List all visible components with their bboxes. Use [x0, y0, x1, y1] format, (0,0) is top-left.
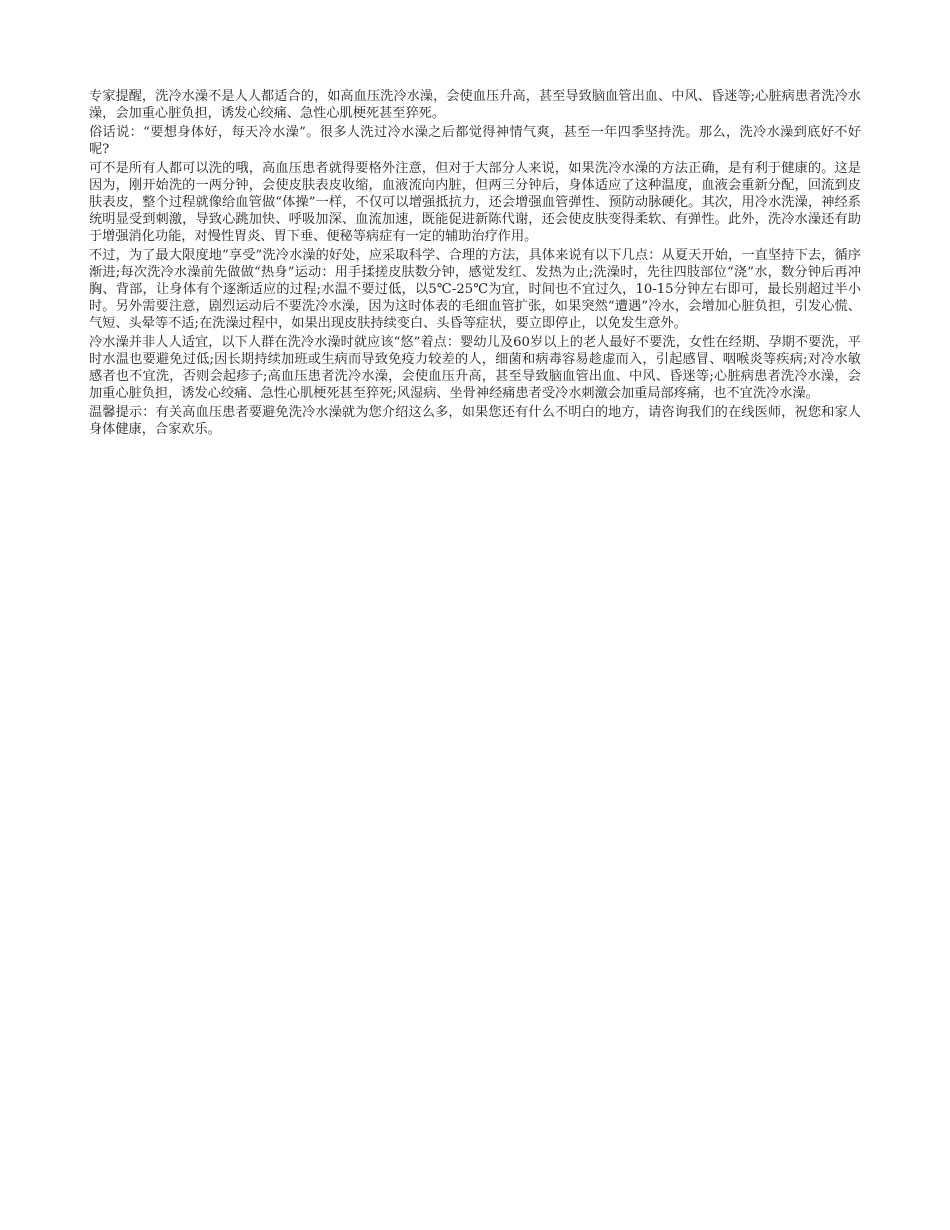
- paragraph-health-benefits: 可不是所有人都可以洗的哦，高血压患者就得要格外注意，但对于大部分人来说，如果洗冷水澡的方法正确，是有利于健康的。这是因为，刚开始洗的一两分钟，会使皮肤表皮收缩，血液流向内脏，但两三分钟后，身体适应了这种温度，血液会重新分配，回流到皮肤表皮，整个过程就像给血管做“体操”一样，不仅可以增强抵抗力，还会增强血管弹性、预防动脉硬化。其次，用冷水洗澡，神经系统明显受到刺激，导致心跳加快、呼吸加深、血流加速，既能促进新陈代谢，还会使皮肤变得柔软、有弹性。此外，洗冷水澡还有助于增强消化功能，对慢性胃炎、胃下垂、便秘等病症有一定的辅助治疗作用。: [89, 161, 861, 244]
- paragraph-warm-tip: 温馨提示：有关高血压患者要避免洗冷水澡就为您介绍这么多，如果您还有什么不明白的地方，请咨询我们的在线医师，祝您和家人身体健康，合家欢乐。: [89, 405, 861, 437]
- paragraph-methods: 不过，为了最大限度地“享受”洗冷水澡的好处，应采取科学、合理的方法，具体来说有以下几点：从夏天开始，一直坚持下去，循序渐进;每次洗冷水澡前先做做“热身”运动：用手揉搓皮肤数分钟，感觉发红、发热为止;洗澡时，先往四肢部位“浇”水，数分钟后再冲胸、背部，让身体有个逐渐适应的过程;水温不要过低，以5℃-25℃为宜，时间也不宜过久，10-15分钟左右即可，最长别超过半小时。另外需要注意，剧烈运动后不要洗冷水澡，因为这时体表的毛细血管扩张，如果突然“遭遇”冷水，会增加心脏负担，引发心慌、气短、头晕等不适;在洗澡过程中，如果出现皮肤持续变白、头昏等症状，要立即停止，以免发生意外。: [89, 248, 861, 331]
- paragraph-expert-warning: 专家提醒，洗冷水澡不是人人都适合的，如高血压洗冷水澡，会使血压升高，甚至导致脑血管出血、中风、昏迷等;心脏病患者洗冷水澡，会加重心脏负担，诱发心绞痛、急性心肌梗死甚至猝死。: [89, 89, 861, 121]
- paragraph-unsuitable-groups: 冷水澡并非人人适宜，以下人群在洗冷水澡时就应该“悠”着点：婴幼儿及60岁以上的老人最好不要洗，女性在经期、孕期不要洗，平时水温也要避免过低;因长期持续加班或生病而导致免疫力较差的人，细菌和病毒容易趁虚而入，引起感冒、咽喉炎等疾病;对冷水敏感者也不宜洗，否则会起疹子;高血压患者洗冷水澡，会使血压升高，甚至导致脑血管出血、中风、昏迷等;心脏病患者洗冷水澡，会加重心脏负担，诱发心绞痛、急性心肌梗死甚至猝死;风湿病、坐骨神经痛患者受冷水刺激会加重局部疼痛，也不宜洗冷水澡。: [89, 335, 861, 401]
- paragraph-proverb: 俗话说：“要想身体好，每天冷水澡”。很多人洗过冷水澡之后都觉得神情气爽，甚至一年四季坚持洗。那么，洗冷水澡到底好不好呢?: [89, 125, 861, 157]
- article-body: [89, 88, 861, 440]
